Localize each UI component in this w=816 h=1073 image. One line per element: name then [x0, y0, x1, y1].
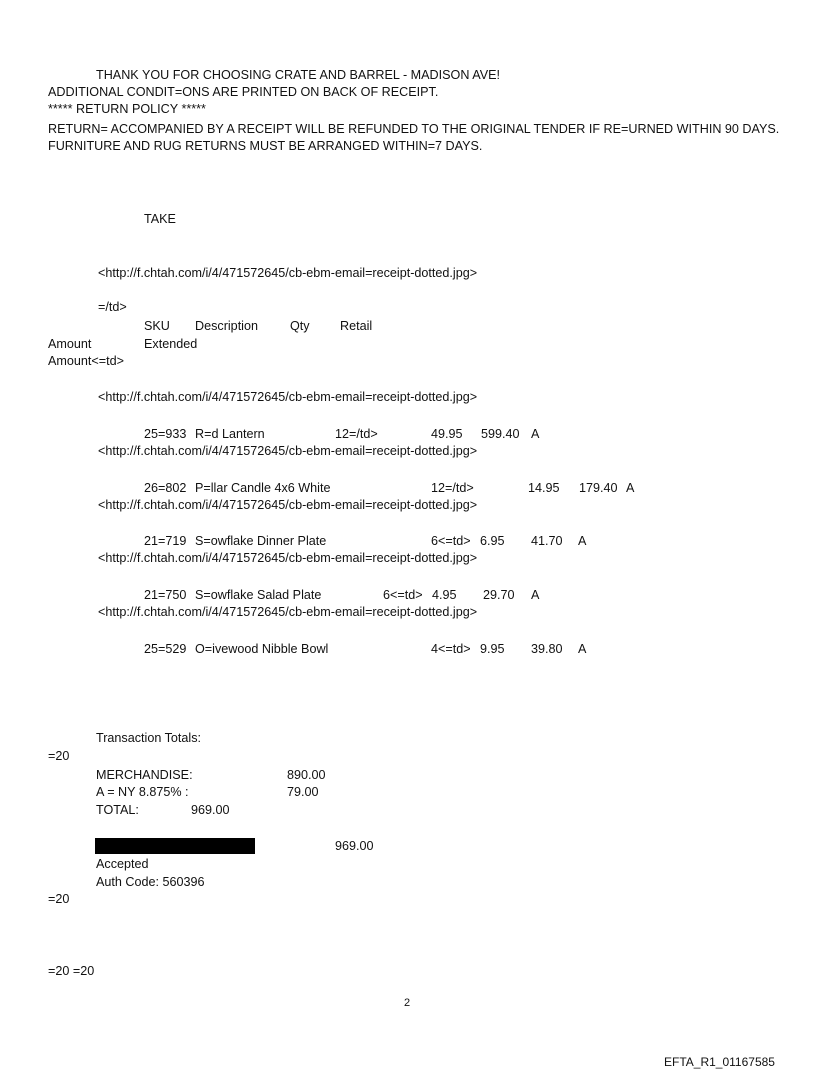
return-policy-heading: ***** RETURN POLICY ***** — [48, 102, 206, 116]
item-description: S=owflake Salad Plate — [195, 588, 322, 602]
col-extended: Extended — [144, 337, 198, 351]
item-sku: 26=802 — [144, 481, 187, 495]
return-policy-line-1: RETURN= ACCOMPANIED BY A RECEIPT WILL BE REFUNDED TO THE ORIGINAL TENDER IF RE=URNED WITHIN 90 DAYS. — [48, 122, 780, 136]
tax-value: 79.00 — [287, 785, 319, 799]
item-qty: 6<=td> — [383, 588, 423, 602]
col-amount: Amount — [48, 337, 92, 351]
tax-label: A = NY 8.875% : — [96, 785, 189, 799]
col-retail: Retail — [340, 319, 373, 333]
image-link[interactable]: <http://f.chtah.com/i/4/471572645/cb-ebm-email=receipt-dotted.jpg> — [98, 444, 478, 458]
image-link[interactable]: <http://f.chtah.com/i/4/471572645/cb-ebm-email=receipt-dotted.jpg> — [98, 605, 478, 619]
item-tax-code: A — [531, 427, 540, 441]
item-sku: 25=529 — [144, 642, 187, 656]
document-id: EFTA_R1_01167585 — [664, 1055, 775, 1069]
item-extended: 41.70 — [531, 534, 563, 548]
page-number: 2 — [404, 997, 411, 1009]
item-tax-code: A — [578, 642, 587, 656]
item-extended: 179.40 — [579, 481, 618, 495]
redaction-bar — [95, 838, 255, 854]
image-link[interactable]: <http://f.chtah.com/i/4/471572645/cb-ebm-email=receipt-dotted.jpg> — [98, 266, 478, 280]
item-extended: 39.80 — [531, 642, 563, 656]
item-qty: 4<=td> — [431, 642, 471, 656]
line-marker: =20 — [48, 749, 70, 763]
image-link[interactable]: <http://f.chtah.com/i/4/471572645/cb-ebm-email=receipt-dotted.jpg> — [98, 498, 478, 512]
item-extended: 29.70 — [483, 588, 515, 602]
item-retail: 9.95 — [480, 642, 505, 656]
item-description: R=d Lantern — [195, 427, 265, 441]
payment-amount: 969.00 — [335, 839, 374, 853]
td-marker: =/td> — [98, 300, 127, 314]
return-policy-line-2: FURNITURE AND RUG RETURNS MUST BE ARRANGED WITHIN=7 DAYS. — [48, 139, 483, 153]
item-tax-code: A — [626, 481, 635, 495]
item-extended: 599.40 — [481, 427, 520, 441]
line-marker: =20 =20 — [48, 964, 95, 978]
item-qty: 12=/td> — [431, 481, 474, 495]
item-description: O=ivewood Nibble Bowl — [195, 642, 329, 656]
auth-code: Auth Code: 560396 — [96, 875, 205, 889]
payment-status: Accepted — [96, 857, 149, 871]
item-retail: 4.95 — [432, 588, 457, 602]
item-tax-code: A — [531, 588, 540, 602]
total-label: TOTAL: — [96, 803, 139, 817]
col-qty: Qty — [290, 319, 310, 333]
item-qty: 6<=td> — [431, 534, 471, 548]
item-description: P=llar Candle 4x6 White — [195, 481, 331, 495]
item-retail: 14.95 — [528, 481, 560, 495]
merchandise-value: 890.00 — [287, 768, 326, 782]
conditions-line: ADDITIONAL CONDIT=ONS ARE PRINTED ON BACK OF RECEIPT. — [48, 85, 439, 99]
totals-heading: Transaction Totals: — [96, 731, 201, 745]
item-sku: 25=933 — [144, 427, 187, 441]
thank-you-line: THANK YOU FOR CHOOSING CRATE AND BARREL - MADISON AVE! — [96, 68, 500, 82]
item-sku: 21=750 — [144, 588, 187, 602]
line-marker: =20 — [48, 892, 70, 906]
col-description: Description — [195, 319, 258, 333]
item-sku: 21=719 — [144, 534, 187, 548]
total-value: 969.00 — [191, 803, 230, 817]
take-label: TAKE — [144, 212, 176, 226]
item-description: S=owflake Dinner Plate — [195, 534, 327, 548]
image-link[interactable]: <http://f.chtah.com/i/4/471572645/cb-ebm-email=receipt-dotted.jpg> — [98, 390, 478, 404]
col-amount-td: Amount<=td> — [48, 354, 124, 368]
item-retail: 6.95 — [480, 534, 505, 548]
item-tax-code: A — [578, 534, 587, 548]
item-qty: 12=/td> — [335, 427, 378, 441]
item-retail: 49.95 — [431, 427, 463, 441]
col-sku: SKU — [144, 319, 170, 333]
image-link[interactable]: <http://f.chtah.com/i/4/471572645/cb-ebm-email=receipt-dotted.jpg> — [98, 551, 478, 565]
merchandise-label: MERCHANDISE: — [96, 768, 193, 782]
